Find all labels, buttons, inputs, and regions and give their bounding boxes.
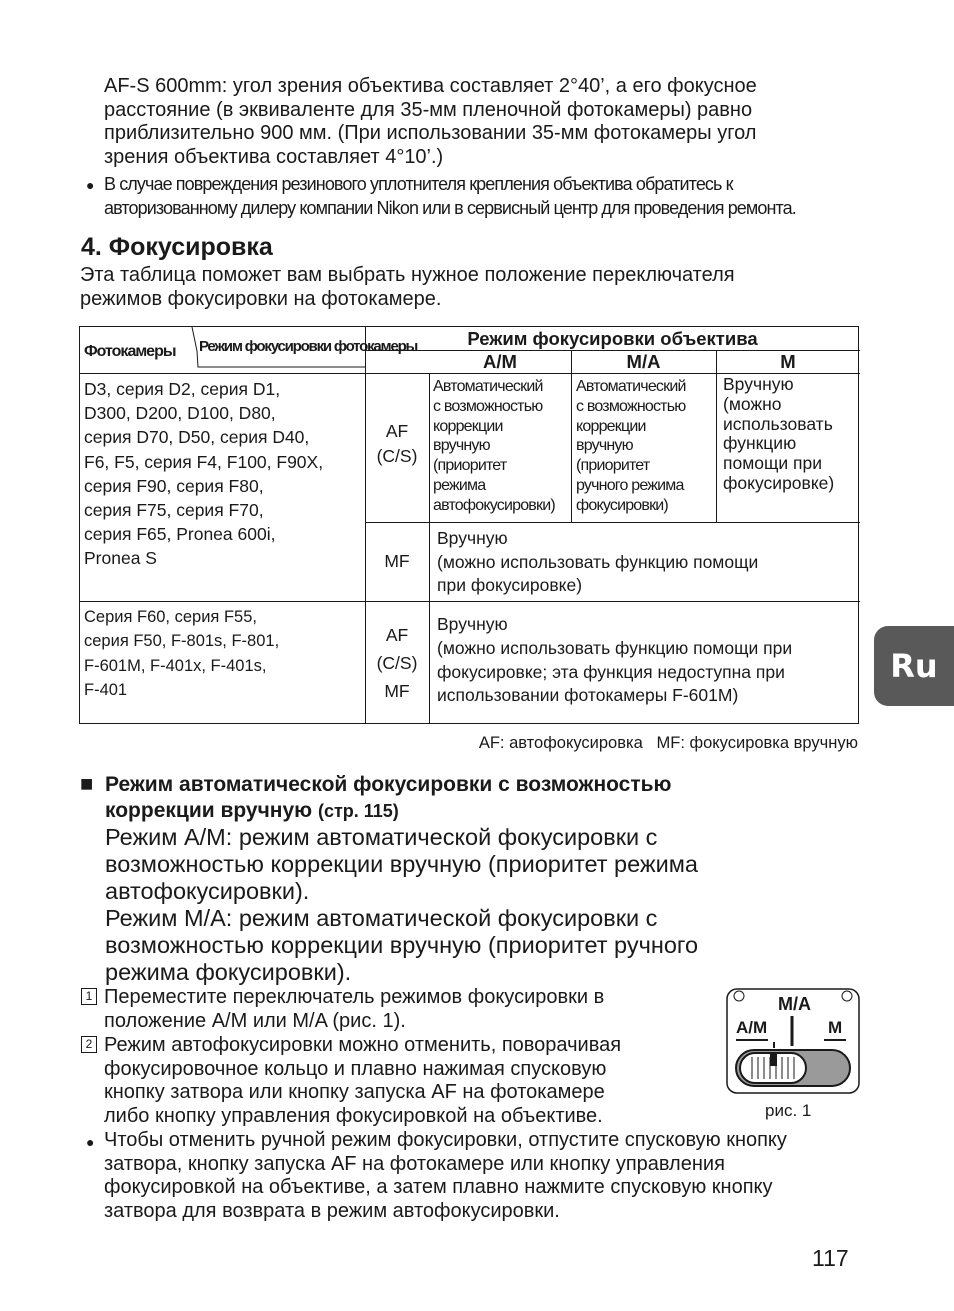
cell-line: автофокусировки)	[433, 496, 555, 514]
cell-line: использовании фотокамеры F-601M)	[437, 685, 739, 706]
cell-line: функцию	[723, 433, 797, 454]
section-heading	[81, 233, 273, 261]
subsection-paragraph	[105, 824, 865, 986]
column-header-ma: M/A	[626, 351, 661, 372]
mode-line: AF	[385, 421, 409, 441]
section-description	[80, 264, 860, 311]
camera-line: Pronea S	[84, 548, 157, 569]
cell-line: фокусировки)	[576, 496, 668, 514]
cell-line: режима	[433, 476, 486, 494]
cell-line: фокусировке)	[723, 472, 835, 493]
cell-line: Вручную	[723, 374, 794, 394]
bullet-line: затвора для возврата в режим автофокусировки.	[104, 1199, 560, 1222]
cell-line: коррекции	[576, 417, 646, 435]
paragraph-line: возможностью коррекции вручную (приоритет ручного	[105, 932, 699, 958]
corner-label-camera-mode: Режим фокусировки фотокамеры	[199, 338, 418, 355]
row2-mode	[365, 621, 429, 705]
step-number-1: 1	[81, 988, 97, 1005]
row2-text	[437, 613, 859, 708]
bullet-icon: ●	[86, 177, 95, 193]
mode-line: AF	[385, 625, 409, 645]
final-bullet-text	[104, 1129, 874, 1223]
intro-line: приблизительно 900 мм. (При использовании 35-мм фотокамеры угол	[104, 122, 757, 144]
figure-label-am: A/M	[736, 1018, 768, 1037]
cell-line: вручную	[433, 437, 490, 455]
camera-line: D300, D200, D100, D80,	[84, 403, 276, 424]
bullet-line: Чтобы отменить ручной режим фокусировки, отпустите спусковую кнопку	[104, 1129, 787, 1151]
mode-line: MF	[384, 681, 410, 701]
step-line: либо кнопку управления фокусировкой на объективе.	[104, 1104, 603, 1127]
bullet-line: В случае повреждения резинового уплотнителя крепления объектива обратитесь к	[104, 174, 733, 194]
intro-bullet-text	[104, 172, 874, 220]
table-divider	[80, 601, 860, 602]
intro-line: AF-S 600mm: угол зрения объектива составляет 2°40’, а его фокусное	[104, 75, 757, 97]
row1-ma-cell	[576, 377, 716, 516]
camera-line: серия F50, F-801s, F-801,	[84, 632, 280, 651]
camera-line: F-401	[84, 680, 128, 699]
camera-line: Серия F60, серия F55,	[84, 608, 257, 626]
description-line: Эта таблица поможет вам выбрать нужное положение переключателя	[80, 264, 735, 286]
square-marker-icon: ■	[80, 771, 94, 796]
cell-line: фокусировке; эта функция недоступна при	[437, 661, 785, 682]
subsection-title-line: Режим автоматической фокусировки с возможностью	[105, 773, 672, 796]
camera-line: D3, серия D2, серия D1,	[84, 379, 281, 399]
step-1-text	[104, 986, 724, 1033]
step-line: Режим автофокусировки можно отменить, поворачивая	[104, 1034, 622, 1056]
cell-line: ручного режима	[576, 476, 684, 494]
bullet-icon: ●	[86, 1134, 95, 1150]
camera-line: F6, F5, серия F4, F100, F90X,	[84, 451, 324, 472]
step-line: фокусировочное кольцо и плавно нажимая спусковую	[104, 1057, 607, 1080]
row1-cameras	[84, 377, 364, 571]
camera-line: серия F75, серия F70,	[84, 500, 264, 521]
step-2-text	[104, 1034, 724, 1128]
figure-caption: рис. 1	[765, 1101, 812, 1120]
cell-line: при фокусировке)	[437, 575, 583, 596]
cell-line: Вручную	[437, 528, 508, 548]
bullet-line: авторизованному дилеру компании Nikon или в сервисный центр для проведения ремонта.	[104, 198, 796, 218]
intro-line: зрения объектива составляет 4°10’.)	[104, 145, 444, 168]
cell-line: коррекции	[433, 417, 503, 435]
column-header-m: M	[780, 351, 796, 372]
bullet-line: затвора, кнопку запуска AF на фотокамере или кнопку управления	[104, 1152, 725, 1175]
subsection-title-line: коррекции вручную	[105, 799, 313, 822]
table-divider	[716, 350, 717, 522]
figure-label-m: M	[828, 1018, 843, 1037]
mode-line: (C/S)	[376, 653, 418, 673]
subsection-title	[105, 772, 865, 824]
row1-m-cell	[723, 375, 859, 494]
page-number: 117	[812, 1245, 849, 1271]
camera-line: серия F65, Pronea 600i,	[84, 524, 276, 545]
column-header-am: A/M	[483, 351, 517, 372]
page-reference: (стр. 115)	[317, 801, 399, 821]
row1-af-mode	[365, 419, 429, 469]
camera-line: серия F90, серия F80,	[84, 475, 264, 496]
cell-line: помощи при	[723, 453, 822, 474]
focus-mode-table	[79, 326, 859, 724]
row1-am-cell	[433, 377, 573, 516]
cell-line: с возможностью	[433, 397, 543, 415]
step-line: Переместите переключатель режимов фокусировки в	[104, 986, 605, 1008]
row1-mf-text	[437, 527, 857, 598]
step-line: положение A/M или M/A (рис. 1).	[104, 1009, 406, 1032]
table-note: AF: автофокусировка MF: фокусировка вручную	[478, 734, 858, 752]
step-number-2: 2	[81, 1036, 97, 1053]
cell-line: Автоматический	[433, 378, 543, 395]
table-divider	[365, 522, 860, 523]
cell-line: с возможностью	[576, 397, 686, 415]
cell-line: Автоматический	[576, 378, 686, 395]
paragraph-line: возможностью коррекции вручную (приоритет режима	[105, 851, 698, 877]
paragraph-line: автофокусировки).	[105, 878, 310, 904]
figure-label-ma: M/A	[778, 994, 811, 1014]
language-tab: Ru	[874, 626, 954, 706]
description-line: режимов фокусировки на фотокамере.	[80, 287, 442, 310]
cell-line: Вручную	[437, 614, 508, 634]
table-divider	[429, 373, 430, 723]
section-number: 4	[81, 233, 95, 261]
row2-cameras	[84, 605, 364, 702]
intro-line: расстояние (в эквиваленте для 35-мм пленочной фотокамеры) равно	[104, 98, 753, 121]
camera-line: F-601M, F-401x, F-401s,	[84, 656, 267, 675]
row1-mf-mode: MF	[384, 551, 410, 571]
focus-switch-figure	[726, 988, 860, 1094]
lens-mode-header: Режим фокусировки объектива	[467, 328, 758, 349]
cell-line: использовать	[723, 413, 833, 434]
cell-line: (можно использовать функцию помощи при	[437, 637, 793, 658]
cell-line: (можно	[723, 393, 782, 414]
bullet-line: фокусировкой на объективе, а затем плавно нажмите спусковую кнопку	[104, 1176, 773, 1198]
corner-label-cameras: Фотокамеры	[84, 343, 176, 360]
cell-line: (приоритет	[433, 457, 507, 475]
cell-line: (приоритет	[576, 457, 650, 475]
camera-line: серия D70, D50, серия D40,	[84, 427, 310, 448]
step-line: кнопку затвора или кнопку запуска AF на фотокамере	[104, 1081, 605, 1103]
cell-line: (можно использовать функцию помощи	[437, 551, 759, 572]
paragraph-line: режима фокусировки).	[105, 959, 352, 985]
intro-paragraph	[104, 75, 864, 169]
cell-line: вручную	[576, 437, 633, 455]
mode-line: (C/S)	[376, 446, 418, 466]
section-title: . Фокусировка	[94, 233, 273, 261]
paragraph-line: Режим A/M: режим автоматической фокусировки с	[105, 824, 658, 850]
paragraph-line: Режим M/A: режим автоматической фокусировки с	[105, 905, 658, 931]
